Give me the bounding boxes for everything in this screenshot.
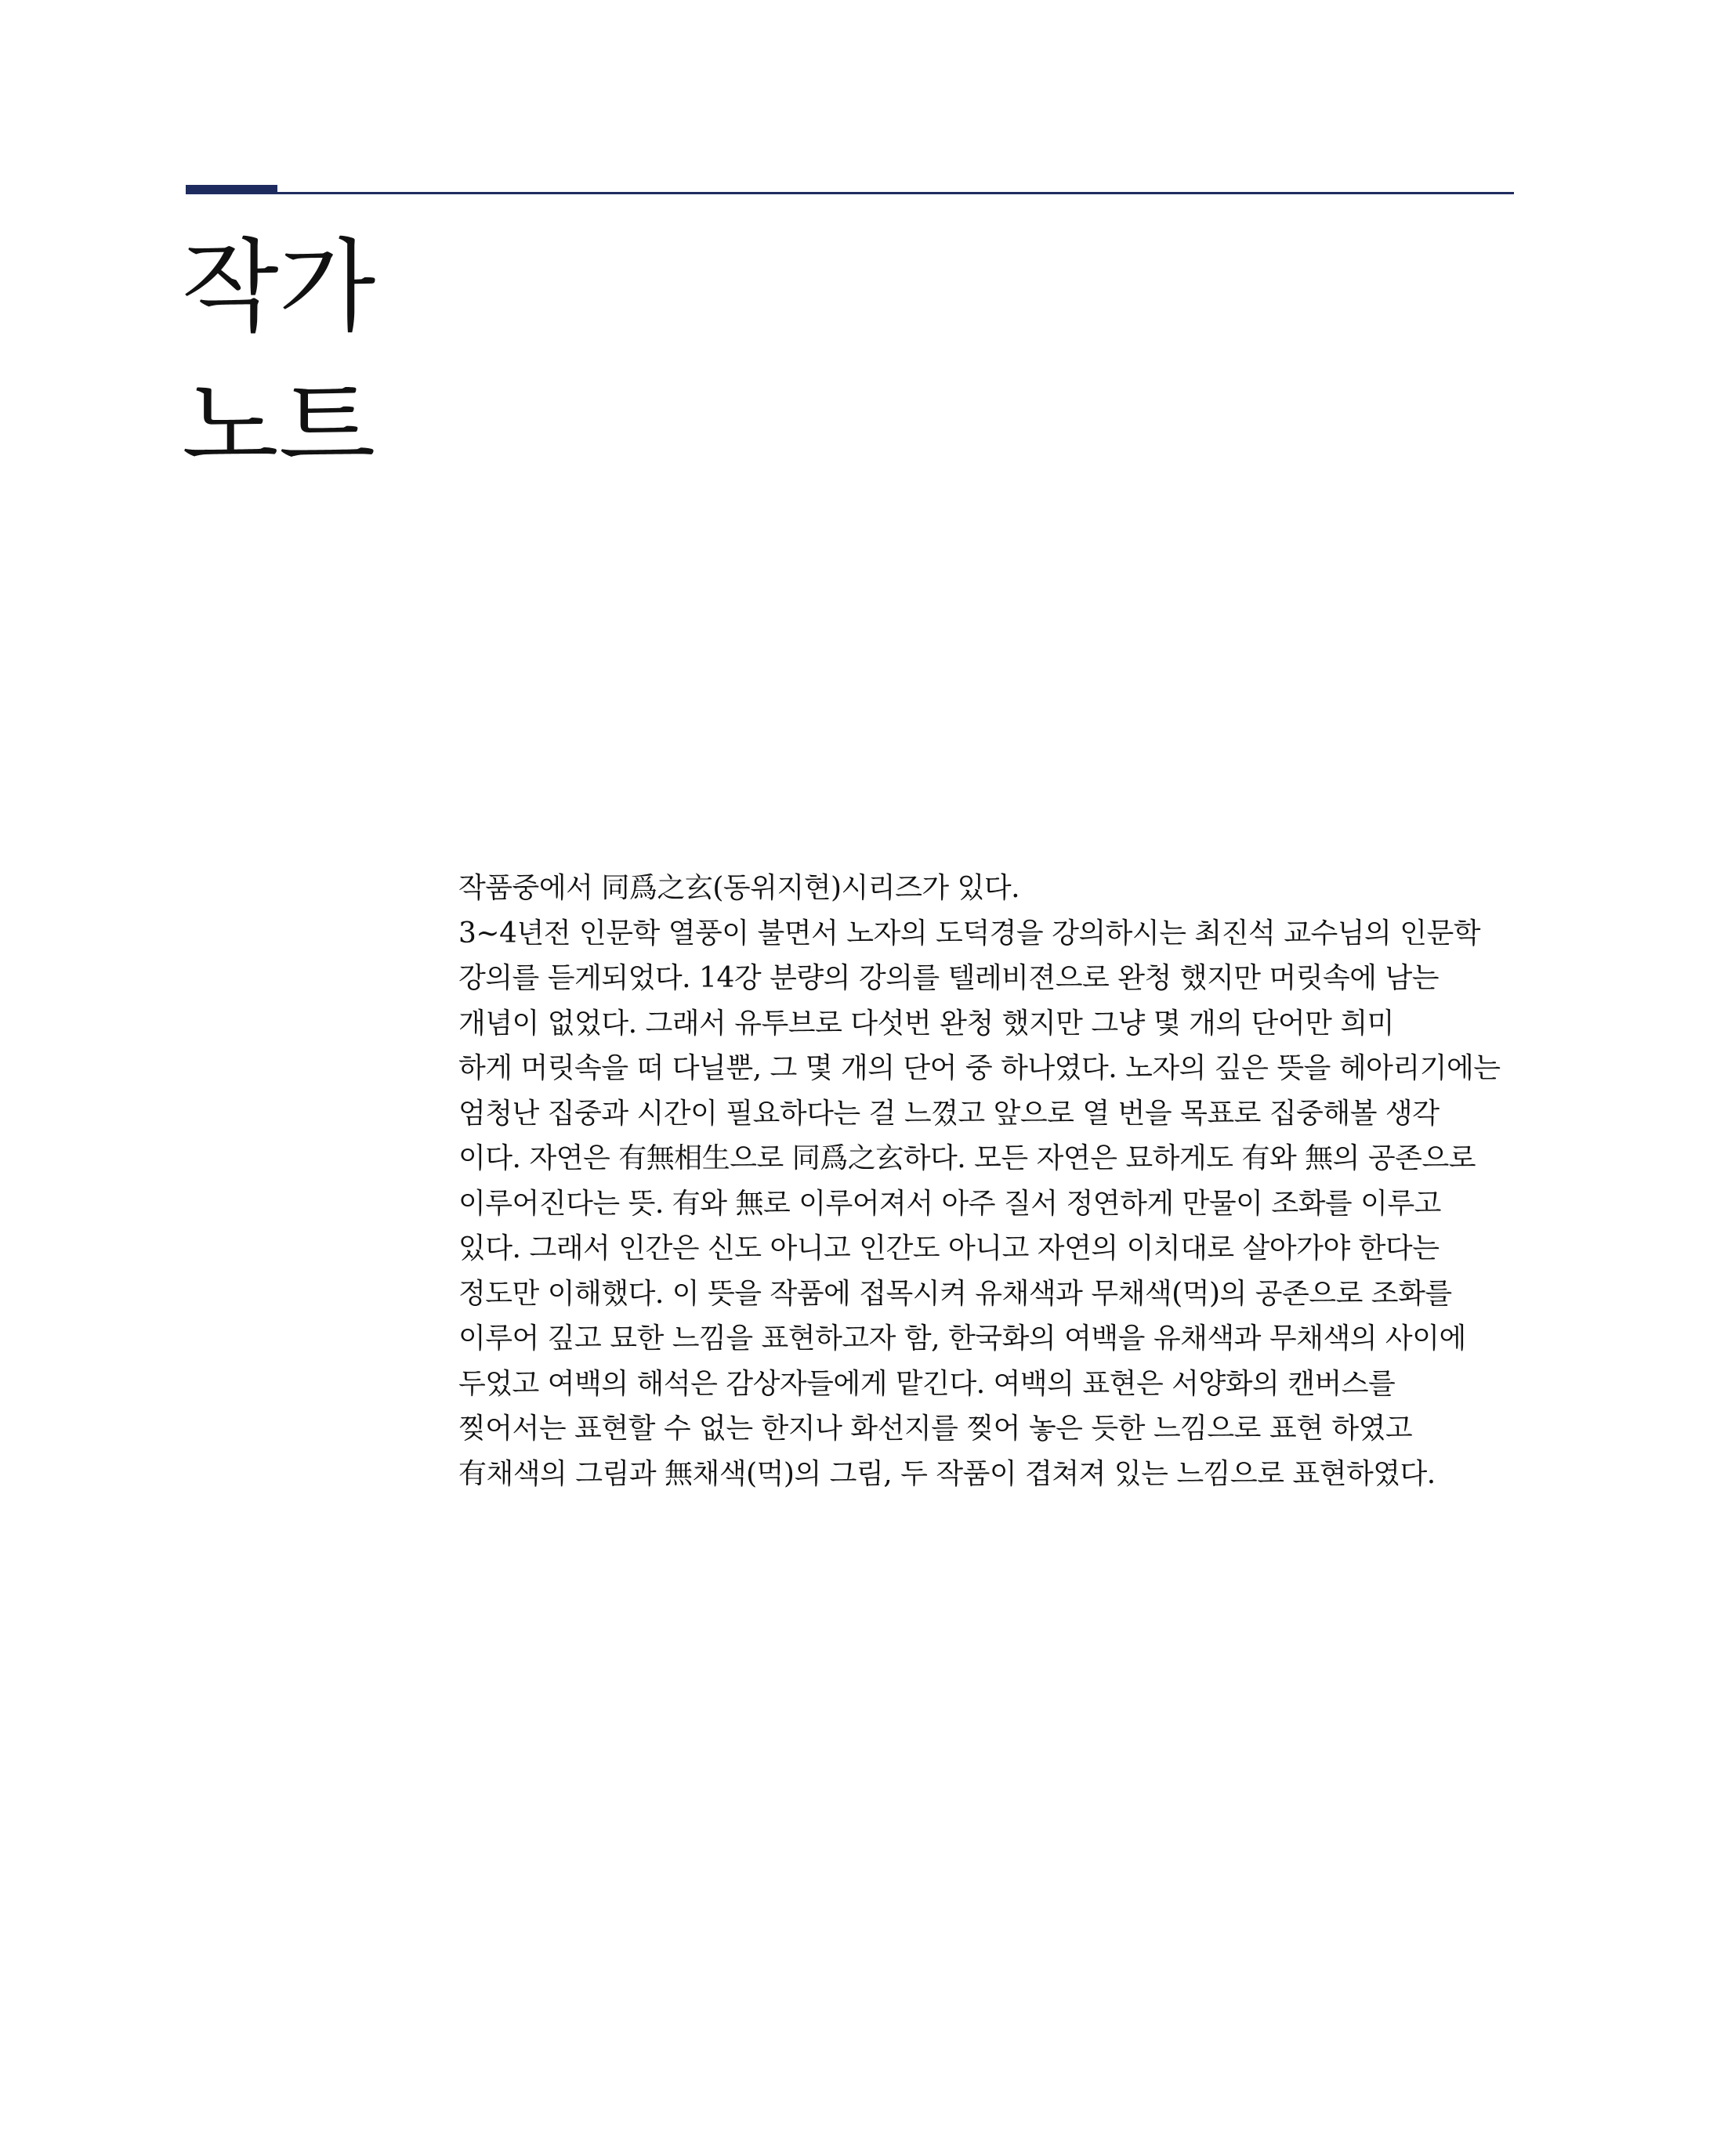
- header-rule: [186, 192, 1514, 194]
- body-line: 두었고 여백의 해석은 감상자들에게 맡긴다. 여백의 표현은 서양화의 캔버스를: [458, 1367, 1396, 1400]
- body-line: 이다. 자연은 有無相生으로 同爲之玄하다. 모든 자연은 묘하게도 有와 無의 공존으로: [458, 1142, 1476, 1174]
- page-title-line-2: 노트: [182, 368, 376, 485]
- body-line: 이루어진다는 뜻. 有와 無로 이루어져서 아주 질서 정연하게 만물이 조화를 이루고: [458, 1187, 1441, 1220]
- body-line: 정도만 이해했다. 이 뜻을 작품에 접목시켜 유채색과 무채색(먹)의 공존으로 조화를: [458, 1277, 1452, 1310]
- page-title-line-1: 작가: [182, 229, 376, 345]
- body-line: 작품중에서 同爲之玄(동위지현)시리즈가 있다.: [458, 872, 1020, 904]
- body-line: 하게 머릿속을 떠 다닐뿐, 그 몇 개의 단어 중 하나였다. 노자의 깊은 뜻을 헤아리기에는: [458, 1052, 1501, 1084]
- body-line: 有채색의 그림과 無채색(먹)의 그림, 두 작품이 겹쳐져 있는 느낌으로 표현하였다.: [458, 1457, 1436, 1490]
- artist-note-body: [458, 866, 1524, 1496]
- body-line: 엄청난 집중과 시간이 필요하다는 걸 느꼈고 앞으로 열 번을 목표로 집중해볼 생각: [458, 1097, 1440, 1130]
- body-line: 찢어서는 표현할 수 없는 한지나 화선지를 찢어 놓은 듯한 느낌으로 표현 하였고: [458, 1413, 1413, 1445]
- body-line: 강의를 듣게되었다. 14강 분량의 강의를 텔레비젼으로 완청 했지만 머릿속에 남는: [458, 962, 1440, 994]
- body-line: 있다. 그래서 인간은 신도 아니고 인간도 아니고 자연의 이치대로 살아가야 한다는: [458, 1232, 1440, 1264]
- body-line: 3~4년전 인문학 열풍이 불면서 노자의 도덕경을 강의하시는 최진석 교수님의 인문학: [458, 917, 1481, 950]
- body-line: 이루어 깊고 묘한 느낌을 표현하고자 함, 한국화의 여백을 유채색과 무채색의 사이에: [458, 1322, 1466, 1355]
- body-line: 개념이 없었다. 그래서 유투브로 다섯번 완청 했지만 그냥 몇 개의 단어만 희미: [458, 1007, 1394, 1040]
- page-title: [182, 218, 375, 497]
